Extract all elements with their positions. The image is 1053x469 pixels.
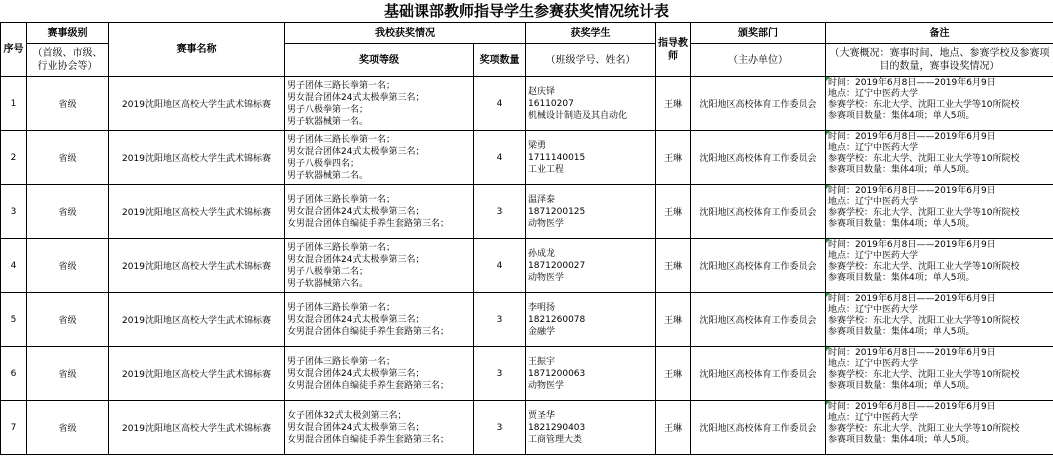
cell-count: 3 bbox=[474, 185, 526, 239]
cell-student-line: 1821290403 bbox=[528, 422, 586, 433]
cell-remark-line: 时间：2019年6月8日——2019年6月9日 bbox=[828, 240, 996, 250]
cell-student-line: 1871200027 bbox=[528, 260, 586, 271]
cell-remark-line: 地点：辽宁中医药大学 bbox=[828, 413, 919, 423]
cell-level: 省级 bbox=[27, 293, 109, 347]
header-student-sub: （班级学号、姓名） bbox=[526, 44, 656, 77]
cell-seq: 6 bbox=[1, 347, 27, 401]
cell-dept: 沈阳地区高校体育工作委员会 bbox=[691, 239, 826, 293]
cell-student bbox=[526, 293, 656, 347]
cell-remark-line: 地点：辽宁中医药大学 bbox=[828, 251, 919, 261]
cell-seq: 4 bbox=[1, 239, 27, 293]
cell-remark-line: 时间：2019年6月8日——2019年6月9日 bbox=[828, 348, 996, 358]
cell-dept: 沈阳地区高校体育工作委员会 bbox=[691, 131, 826, 185]
cell-name: 2019沈阳地区高校大学生武术锦标赛 bbox=[109, 77, 285, 131]
cell-teacher: 王琳 bbox=[656, 293, 691, 347]
header-remark: 备注 bbox=[826, 23, 1053, 44]
cell-dept: 沈阳地区高校体育工作委员会 bbox=[691, 347, 826, 401]
cell-awards-line: 女男混合团体自编徒手养生套路第三名； bbox=[287, 434, 450, 445]
cell-student-line: 动物医学 bbox=[528, 218, 565, 229]
cell-remark-line: 参赛学校：东北大学、沈阳工业大学等10所院校 bbox=[828, 208, 1020, 218]
cell-awards-line: 男子团体三路长拳第一名； bbox=[287, 356, 396, 367]
table-row bbox=[1, 401, 1053, 455]
cell-dept: 沈阳地区高校体育工作委员会 bbox=[691, 185, 826, 239]
cell-awards-line: 男子团体三路长拳第一名； bbox=[287, 242, 396, 253]
cell-student bbox=[526, 347, 656, 401]
award-table bbox=[0, 22, 1053, 455]
cell-awards bbox=[285, 347, 474, 401]
cell-remark-line: 参赛学校：东北大学、沈阳工业大学等10所院校 bbox=[828, 424, 1020, 434]
cell-awards bbox=[285, 77, 474, 131]
cell-student-line: 赵庆铎 bbox=[528, 86, 556, 97]
header-remark-sub: （大赛概况：赛事时间、地点、参赛学校及参赛项目的数量，赛事设奖情况） bbox=[826, 44, 1053, 77]
cell-remark-line: 地点：辽宁中医药大学 bbox=[828, 305, 919, 315]
cell-student bbox=[526, 185, 656, 239]
cell-count: 3 bbox=[474, 347, 526, 401]
cell-student-line: 工业工程 bbox=[528, 164, 565, 175]
cell-remark-line: 时间：2019年6月8日——2019年6月9日 bbox=[828, 132, 996, 142]
cell-seq: 5 bbox=[1, 293, 27, 347]
cell-student-line: 1871200125 bbox=[528, 206, 586, 217]
header-level: 赛事级别 bbox=[27, 23, 109, 44]
cell-student bbox=[526, 77, 656, 131]
cell-awards-line: 男女混合团体24式太极拳第三名； bbox=[287, 368, 425, 379]
cell-remark-line: 时间：2019年6月8日——2019年6月9日 bbox=[828, 78, 996, 88]
cell-remark bbox=[826, 239, 1053, 293]
table-row bbox=[1, 77, 1053, 131]
page-title: 基础课部教师指导学生参赛获奖情况统计表 bbox=[383, 2, 669, 20]
cell-student-line: 金融学 bbox=[528, 326, 556, 337]
cell-student-line: 王振宇 bbox=[528, 356, 556, 367]
cell-remark-line: 参赛项目数量：集体4项；单人5项。 bbox=[828, 435, 975, 445]
header-level-sub: （首级、市级、行业协会等） bbox=[27, 44, 109, 77]
header-dept-sub: （主办单位） bbox=[691, 44, 826, 77]
cell-name: 2019沈阳地区高校大学生武术锦标赛 bbox=[109, 185, 285, 239]
cell-student-line: 动物医学 bbox=[528, 272, 565, 283]
cell-remark-line: 参赛项目数量：集体4项；单人5项。 bbox=[828, 165, 975, 175]
cell-level: 省级 bbox=[27, 185, 109, 239]
header-ours: 我校获奖情况 bbox=[285, 23, 526, 44]
cell-student-line: 温泽泰 bbox=[528, 194, 556, 205]
cell-awards-line: 男子团体三路长拳第一名； bbox=[287, 80, 396, 91]
table-row bbox=[1, 131, 1053, 185]
comment-marker-icon bbox=[826, 131, 830, 135]
table-row bbox=[1, 347, 1053, 401]
cell-seq: 3 bbox=[1, 185, 27, 239]
header-teacher: 指导教师 bbox=[656, 23, 691, 77]
cell-remark-line: 地点：辽宁中医药大学 bbox=[828, 359, 919, 369]
cell-level: 省级 bbox=[27, 131, 109, 185]
cell-remark bbox=[826, 401, 1053, 455]
cell-teacher: 王琳 bbox=[656, 131, 691, 185]
cell-awards-line: 男子软器械第二名。 bbox=[287, 170, 369, 181]
cell-remark-line: 参赛学校：东北大学、沈阳工业大学等10所院校 bbox=[828, 370, 1020, 380]
cell-awards bbox=[285, 239, 474, 293]
cell-remark-line: 时间：2019年6月8日——2019年6月9日 bbox=[828, 294, 996, 304]
cell-student-line: 1711140015 bbox=[528, 152, 586, 163]
comment-marker-icon bbox=[826, 401, 830, 405]
cell-count: 3 bbox=[474, 401, 526, 455]
cell-awards-line: 男女混合团体24式太极拳第三名； bbox=[287, 422, 425, 433]
comment-marker-icon bbox=[826, 77, 830, 81]
table-row bbox=[1, 293, 1053, 347]
cell-dept: 沈阳地区高校体育工作委员会 bbox=[691, 77, 826, 131]
table-body bbox=[1, 77, 1053, 455]
cell-awards-line: 男女混合团体24式太极拳第三名； bbox=[287, 314, 425, 325]
cell-awards-line: 女男混合团体自编徒手养生套路第三名； bbox=[287, 380, 450, 391]
comment-marker-icon bbox=[826, 239, 830, 243]
cell-student bbox=[526, 401, 656, 455]
cell-remark-line: 参赛学校：东北大学、沈阳工业大学等10所院校 bbox=[828, 316, 1020, 326]
cell-student-line: 工商管理大类 bbox=[528, 434, 583, 445]
header-student: 获奖学生 bbox=[526, 23, 656, 44]
cell-teacher: 王琳 bbox=[656, 347, 691, 401]
header-award-count: 奖项数量 bbox=[474, 44, 526, 77]
cell-awards-line: 男子团体三路长拳第一名； bbox=[287, 134, 396, 145]
cell-remark-line: 地点：辽宁中医药大学 bbox=[828, 89, 919, 99]
cell-awards-line: 男女混合团体24式太极拳第三名； bbox=[287, 206, 425, 217]
cell-awards bbox=[285, 401, 474, 455]
cell-awards-line: 男女混合团体24式太极拳第三名； bbox=[287, 146, 425, 157]
cell-level: 省级 bbox=[27, 239, 109, 293]
table-row bbox=[1, 185, 1053, 239]
cell-remark bbox=[826, 347, 1053, 401]
cell-awards-line: 男子团体三路长拳第一名； bbox=[287, 302, 396, 313]
cell-remark bbox=[826, 131, 1053, 185]
cell-awards-line: 男子团体三路长拳第一名； bbox=[287, 194, 396, 205]
cell-remark-line: 参赛项目数量：集体4项；单人5项。 bbox=[828, 327, 975, 337]
header-name: 赛事名称 bbox=[109, 23, 285, 77]
cell-level: 省级 bbox=[27, 77, 109, 131]
cell-remark-line: 地点：辽宁中医药大学 bbox=[828, 197, 919, 207]
cell-student bbox=[526, 131, 656, 185]
cell-remark-line: 地点：辽宁中医药大学 bbox=[828, 143, 919, 153]
cell-student-line: 动物医学 bbox=[528, 380, 565, 391]
cell-count: 3 bbox=[474, 293, 526, 347]
cell-seq: 2 bbox=[1, 131, 27, 185]
cell-awards bbox=[285, 185, 474, 239]
cell-awards-line: 男子软器械第一名。 bbox=[287, 116, 369, 127]
cell-dept: 沈阳地区高校体育工作委员会 bbox=[691, 293, 826, 347]
comment-marker-icon bbox=[826, 347, 830, 351]
cell-remark-line: 参赛项目数量：集体4项；单人5项。 bbox=[828, 111, 975, 121]
cell-awards bbox=[285, 293, 474, 347]
cell-count: 4 bbox=[474, 239, 526, 293]
cell-awards-line: 男女混合团体24式太极拳第三名； bbox=[287, 254, 425, 265]
cell-remark-line: 参赛学校：东北大学、沈阳工业大学等10所院校 bbox=[828, 262, 1020, 272]
cell-student-line: 梁勇 bbox=[528, 140, 547, 151]
cell-awards-line: 女子团体32式太极剑第三名； bbox=[287, 410, 407, 421]
cell-dept: 沈阳地区高校体育工作委员会 bbox=[691, 401, 826, 455]
cell-count: 4 bbox=[474, 77, 526, 131]
cell-remark-line: 参赛学校：东北大学、沈阳工业大学等10所院校 bbox=[828, 100, 1020, 110]
cell-student-line: 贾圣华 bbox=[528, 410, 556, 421]
cell-awards-line: 男子八极拳第一名； bbox=[287, 104, 369, 115]
comment-marker-icon bbox=[826, 293, 830, 297]
cell-remark-line: 参赛项目数量：集体4项；单人5项。 bbox=[828, 219, 975, 229]
cell-name: 2019沈阳地区高校大学生武术锦标赛 bbox=[109, 293, 285, 347]
header-dept: 颁奖部门 bbox=[691, 23, 826, 44]
cell-level: 省级 bbox=[27, 347, 109, 401]
cell-teacher: 王琳 bbox=[656, 77, 691, 131]
cell-remark-line: 参赛项目数量：集体4项；单人5项。 bbox=[828, 381, 975, 391]
cell-name: 2019沈阳地区高校大学生武术锦标赛 bbox=[109, 347, 285, 401]
cell-seq: 7 bbox=[1, 401, 27, 455]
cell-remark bbox=[826, 185, 1053, 239]
cell-awards-line: 女男混合团体自编徒手养生套路第三名； bbox=[287, 326, 450, 337]
comment-marker-icon bbox=[826, 185, 830, 189]
cell-student-line: 孙成龙 bbox=[528, 248, 556, 259]
cell-student-line: 李明扬 bbox=[528, 302, 556, 313]
cell-remark-line: 时间：2019年6月8日——2019年6月9日 bbox=[828, 402, 996, 412]
table-row bbox=[1, 239, 1053, 293]
header-award-level: 奖项等级 bbox=[285, 44, 474, 77]
cell-student-line: 1821260078 bbox=[528, 314, 586, 325]
cell-student-line: 机械设计制造及其自动化 bbox=[528, 110, 628, 121]
cell-student-line: 1871200063 bbox=[528, 368, 586, 379]
cell-count: 4 bbox=[474, 131, 526, 185]
cell-student-line: 16110207 bbox=[528, 98, 574, 109]
cell-name: 2019沈阳地区高校大学生武术锦标赛 bbox=[109, 239, 285, 293]
cell-awards-line: 男女混合团体24式太极拳第三名； bbox=[287, 92, 425, 103]
cell-remark bbox=[826, 293, 1053, 347]
cell-awards-line: 男子八极拳四名； bbox=[287, 158, 360, 169]
cell-level: 省级 bbox=[27, 401, 109, 455]
header-seq: 序号 bbox=[1, 23, 27, 77]
cell-awards-line: 女男混合团体自编徒手养生套路第三名； bbox=[287, 218, 450, 229]
cell-teacher: 王琳 bbox=[656, 185, 691, 239]
cell-remark-line: 参赛项目数量：集体4项；单人5项。 bbox=[828, 273, 975, 283]
cell-remark-line: 参赛学校：东北大学、沈阳工业大学等10所院校 bbox=[828, 154, 1020, 164]
cell-remark-line: 时间：2019年6月8日——2019年6月9日 bbox=[828, 186, 996, 196]
cell-name: 2019沈阳地区高校大学生武术锦标赛 bbox=[109, 401, 285, 455]
cell-teacher: 王琳 bbox=[656, 239, 691, 293]
cell-name: 2019沈阳地区高校大学生武术锦标赛 bbox=[109, 131, 285, 185]
cell-student bbox=[526, 239, 656, 293]
cell-seq: 1 bbox=[1, 77, 27, 131]
cell-awards-line: 男子八极拳第二名； bbox=[287, 266, 369, 277]
cell-awards bbox=[285, 131, 474, 185]
cell-teacher: 王琳 bbox=[656, 401, 691, 455]
cell-awards-line: 男子软器械第六名。 bbox=[287, 278, 369, 289]
cell-remark bbox=[826, 77, 1053, 131]
